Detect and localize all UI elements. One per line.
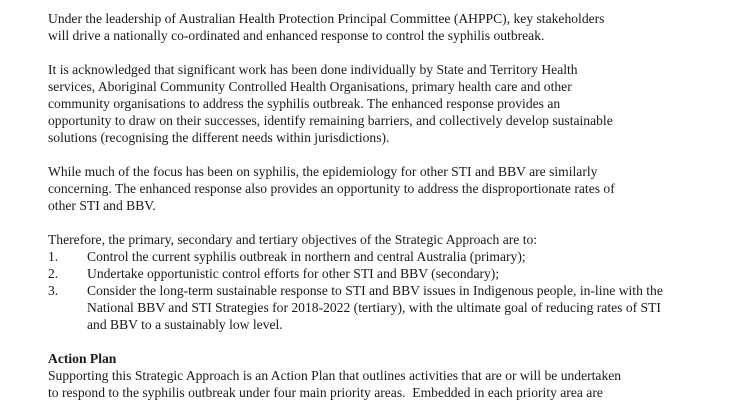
text-line: While much of the focus has been on syphilis, the epidemiology for other STI and BBV are similarly bbox=[48, 164, 598, 179]
text-line: Under the leadership of Australian Health Protection Principal Committee (AHPPC), key stakeholders bbox=[48, 11, 605, 26]
paragraph-leadership bbox=[48, 10, 720, 44]
list-item-text bbox=[87, 282, 720, 333]
text-line: services, Aboriginal Community Controlled Health Organisations, primary health care and other bbox=[48, 79, 572, 94]
text-line: It is acknowledged that significant work has been done individually by State and Territory Health bbox=[48, 62, 578, 77]
text-line: Consider the long-term sustainable response to STI and BBV issues in Indigenous people, in-line with the bbox=[87, 283, 663, 298]
list-item-1 bbox=[48, 248, 720, 265]
text-line: opportunity to draw on their successes, identify remaining barriers, and collectively develop sustainable bbox=[48, 113, 613, 128]
text-line: will drive a nationally co-ordinated and enhanced response to control the syphilis outbreak. bbox=[48, 28, 545, 43]
list-item-2 bbox=[48, 265, 720, 282]
list-number: 1. bbox=[48, 249, 59, 264]
list-number: 2. bbox=[48, 266, 59, 281]
section-action-plan bbox=[48, 350, 720, 401]
text-line: community organisations to address the syphilis outbreak. The enhanced response provides an bbox=[48, 96, 561, 111]
text-line: Control the current syphilis outbreak in northern and central Australia (primary); bbox=[87, 249, 526, 264]
paragraph-objectives bbox=[48, 231, 720, 333]
text-line: to respond to the syphilis outbreak under four main priority areas. Embedded in each priority area are bbox=[48, 385, 603, 400]
paragraph-focus bbox=[48, 163, 720, 214]
list-item-text bbox=[87, 265, 720, 282]
action-plan-heading: Action Plan bbox=[48, 351, 117, 366]
list-number: 3. bbox=[48, 283, 59, 298]
text-line: other STI and BBV. bbox=[48, 198, 156, 213]
text-line: Supporting this Strategic Approach is an Action Plan that outlines activities that are or will be undertaken bbox=[48, 368, 622, 383]
text-line: solutions (recognising the different needs within jurisdictions). bbox=[48, 130, 390, 145]
text-line: National BBV and STI Strategies for 2018-2022 (tertiary), with the ultimate goal of reducing rates of STI bbox=[87, 300, 661, 315]
list-item-3 bbox=[48, 282, 720, 333]
text-line: and BBV to a sustainably low level. bbox=[87, 317, 283, 332]
objectives-intro-line: Therefore, the primary, secondary and tertiary objectives of the Strategic Approach are to: bbox=[48, 232, 538, 247]
text-line: concerning. The enhanced response also provides an opportunity to address the disproportionate rates of bbox=[48, 181, 615, 196]
paragraph-acknowledged bbox=[48, 61, 720, 146]
text-line: Undertake opportunistic control efforts for other STI and BBV (secondary); bbox=[87, 266, 500, 281]
list-item-text bbox=[87, 248, 720, 265]
